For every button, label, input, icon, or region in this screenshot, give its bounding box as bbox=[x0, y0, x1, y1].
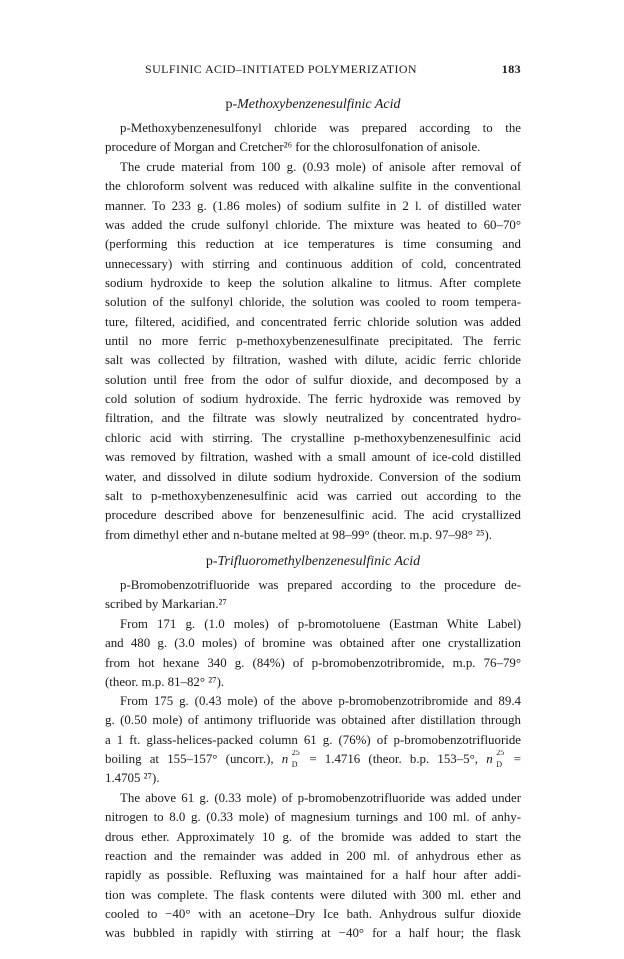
text-line: (performing this reduction at ice temperatures is time consuming and bbox=[105, 237, 521, 252]
text-line: manner. To 233 g. (1.86 moles) of sodium sulfite in 2 l. of distilled water bbox=[105, 198, 521, 213]
paragraph-methoxy-1 bbox=[105, 119, 521, 158]
text-line: cold solution of sodium hydroxide. The ferric hydroxide was removed by bbox=[105, 392, 521, 407]
text-line: procedure described above for benzenesulfinic acid. The acid crystallized bbox=[105, 508, 521, 523]
n-symbol: n bbox=[281, 752, 289, 767]
text-line: tion was complete. The flask contents were diluted with 300 ml. ether and bbox=[105, 887, 521, 902]
heading-text: Methoxybenzenesulfinic Acid bbox=[237, 97, 401, 112]
heading-text: Trifluoromethylbenzenesulfinic Acid bbox=[217, 554, 421, 569]
text-line: was bubbled in rapidly with stirring at −40° for a half hour; the flask bbox=[105, 926, 521, 941]
paragraph-trifluoro-2 bbox=[105, 615, 521, 692]
text-line: chloric acid with stirring. The crystalline p-methoxybenzenesulfinic acid bbox=[105, 430, 521, 445]
page-number: 183 bbox=[501, 62, 521, 76]
n-symbol: n bbox=[486, 752, 493, 767]
text-line: procedure of Morgan and Cretcher²⁶ for the chlorosulfonation of anisole. bbox=[105, 140, 481, 155]
text-line: was added the crude sulfonyl chloride. The mixture was heated to 60–70° bbox=[105, 218, 521, 233]
text-line: p-Methoxybenzenesulfonyl chloride was prepared according to the bbox=[120, 121, 521, 135]
text-line: cooled to −40° with an acetone–Dry Ice bath. Anhydrous sulfur dioxide bbox=[105, 907, 521, 922]
text-line: sodium hydroxide to keep the solution alkaline to litmus. After complete bbox=[105, 276, 521, 291]
text-line: solution until free from the odor of sulfur dioxide, and decomposed by a bbox=[105, 372, 521, 387]
text-line: unnecessary) with stirring and continuous addition of cold, concentrated bbox=[105, 256, 521, 271]
text-line: scribed by Markarian.²⁷ bbox=[105, 597, 227, 612]
refractive-index-symbol bbox=[281, 750, 300, 770]
paragraph-trifluoro-3 bbox=[105, 692, 521, 789]
text-line: salt was collected by filtration, washed with dilute, acidic ferric chloride bbox=[105, 353, 521, 368]
text-line-refractive-index bbox=[105, 750, 521, 769]
text-fragment: boiling at 155–157° (uncorr.), bbox=[105, 752, 282, 767]
text-line: ture, filtered, acidified, and concentrated ferric chloride solution was added bbox=[105, 314, 521, 329]
text-fragment: = 1.4716 (theor. b.p. 153–5°, bbox=[301, 752, 487, 767]
text-line: reaction and the remainder was added in 200 ml. of anhydrous ether as bbox=[105, 849, 521, 864]
d-line-subscript: D bbox=[291, 760, 298, 770]
paragraph-trifluoro-1 bbox=[105, 576, 521, 615]
temperature-superscript: 25 bbox=[496, 750, 505, 758]
text-line: and 480 g. (3.0 moles) of bromine was obtained after one crystallization bbox=[105, 636, 521, 651]
text-line: 1.4705 ²⁷). bbox=[105, 771, 160, 786]
text-line: rapidly as possible. Refluxing was maintained for a half hour after addi- bbox=[105, 868, 521, 883]
text-line: From 171 g. (1.0 moles) of p-bromotoluene (Eastman White Label) bbox=[120, 617, 521, 631]
heading-prefix: p- bbox=[205, 554, 218, 569]
text-line: was removed by filtration, washed with a small amount of ice-cold distilled bbox=[105, 450, 521, 465]
refractive-index-symbol bbox=[486, 750, 505, 770]
text-fragment: = bbox=[505, 752, 521, 767]
d-line-subscript: D bbox=[496, 760, 502, 770]
text-line: nitrogen to 8.0 g. (0.33 mole) of magnesium turnings and 100 ml. of anhy- bbox=[105, 810, 521, 825]
running-head bbox=[105, 62, 521, 78]
section-heading-methoxy bbox=[105, 96, 521, 114]
text-line: from hot hexane 340 g. (84%) of p-bromobenzotribromide, m.p. 76–79° bbox=[105, 655, 521, 670]
text-line: From 175 g. (0.43 mole) of the above p-bromobenzotribromide and 89.4 bbox=[120, 694, 521, 708]
text-line: a 1 ft. glass-helices-packed column 61 g. (76%) of p-bromobenzotrifluoride bbox=[105, 732, 521, 747]
text-line: water, and dissolved in dilute sodium hydroxide. Conversion of the sodium bbox=[105, 469, 521, 484]
text-line: g. (0.50 mole) of antimony trifluoride was obtained after distillation through bbox=[105, 713, 521, 728]
text-line: The crude material from 100 g. (0.93 mole) of anisole after removal of bbox=[120, 160, 521, 174]
running-head-title: SULFINIC ACID–INITIATED POLYMERIZATION bbox=[145, 62, 417, 76]
text-line: solution of the sulfonyl chloride, the solution was cooled to room tempera- bbox=[105, 295, 521, 310]
text-line: the chloroform solvent was reduced with alkaline sulfite in the conventional bbox=[105, 179, 521, 194]
text-line: (theor. m.p. 81–82° ²⁷). bbox=[105, 675, 225, 690]
text-line: p-Bromobenzotrifluoride was prepared according to the procedure de- bbox=[120, 578, 521, 592]
text-line: filtration, and the filtrate was slowly neutralized by concentrated hydro- bbox=[105, 411, 521, 426]
text-line: from dimethyl ether and n-butane melted at 98–99° (theor. m.p. 97–98° ²⁵). bbox=[105, 527, 493, 542]
temperature-superscript: 25 bbox=[291, 750, 300, 758]
paragraph-trifluoro-4 bbox=[105, 789, 521, 944]
text-line: The above 61 g. (0.33 mole) of p-bromobenzotrifluoride was added under bbox=[120, 791, 521, 805]
heading-prefix: p- bbox=[225, 97, 238, 112]
text-line: salt to p-methoxybenzenesulfinic acid was carried out according to the bbox=[105, 488, 521, 503]
text-line: until no more ferric p-methoxybenzenesulfinate precipitated. The ferric bbox=[105, 334, 521, 349]
section-heading-trifluoromethyl bbox=[105, 553, 521, 571]
paragraph-methoxy-2 bbox=[105, 158, 521, 545]
text-line: drous ether. Approximately 10 g. of the bromide was added to start the bbox=[105, 829, 521, 844]
